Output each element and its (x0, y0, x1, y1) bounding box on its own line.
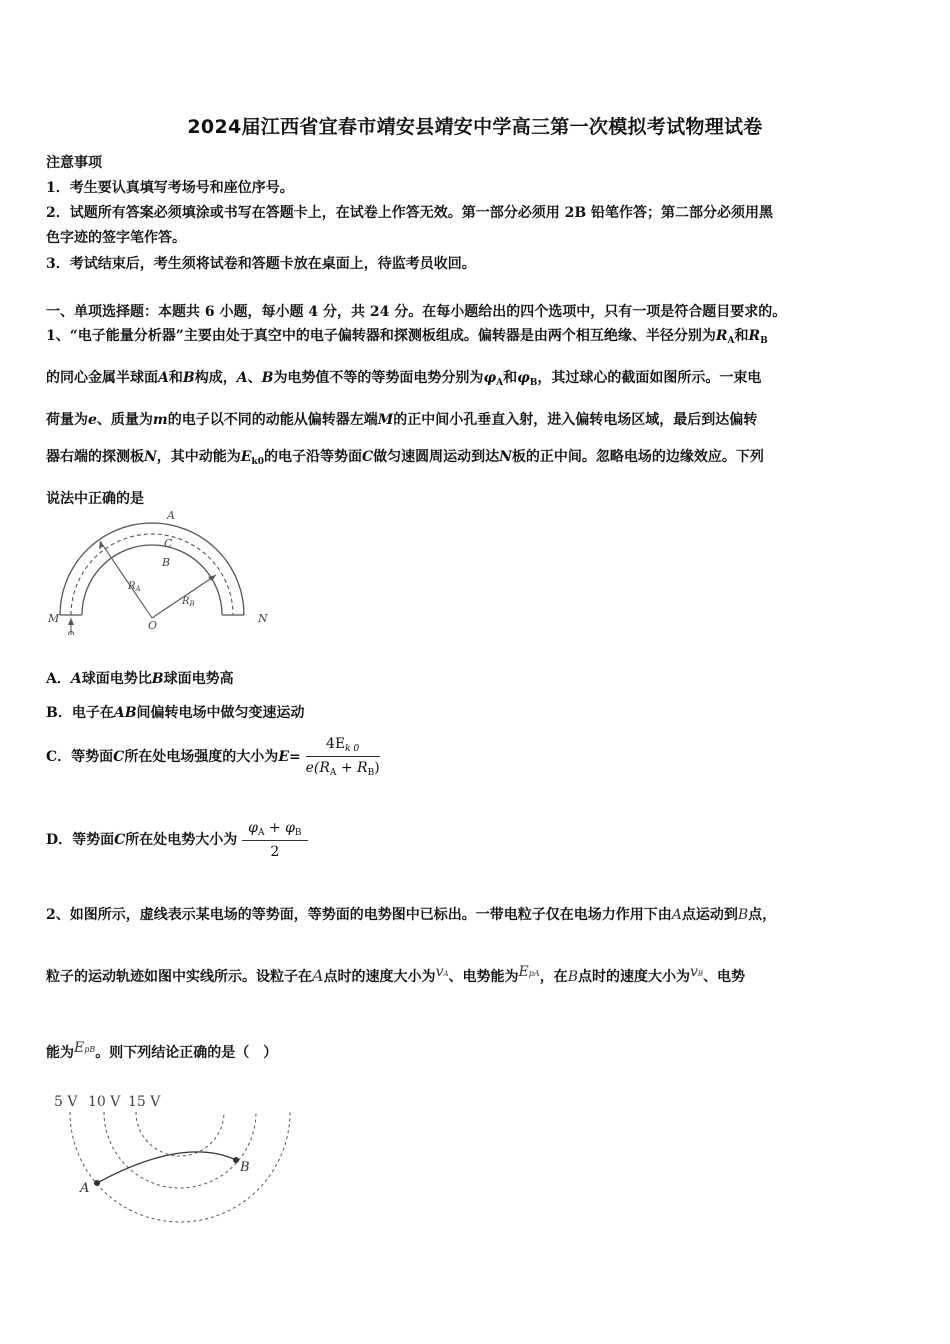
outer-hemisphere-a (60, 523, 244, 615)
point-b (233, 1157, 239, 1163)
label-15v: 15 V (128, 1094, 161, 1110)
label-a: A (80, 1181, 90, 1196)
radius-ra-line (100, 541, 152, 618)
section-heading: 一、单项选择题：本题共 6 小题，每小题 4 分，共 24 分。在每小题给出的四个选项中，只有一项是符合题目要求的。 (46, 304, 787, 320)
label-b: B (162, 556, 171, 569)
label-ra: $R_A$ (128, 581, 141, 593)
label-rb: $R_B$ (182, 596, 195, 608)
option-d: D．等势面C所在处电势大小为 $\frac{\varphi_A + \varphi_B}{2}$ (46, 820, 308, 860)
label-5v: 5 V (54, 1094, 78, 1110)
notice-item-3: 3．考试结束后，考生须将试卷和答题卡放在桌面上，待监考员收回。 (46, 256, 476, 272)
label-b: B (240, 1160, 250, 1175)
option-c-fraction: $\frac{4E_{k 0}}{e(R_A + R_B)}$ (305, 736, 380, 778)
equipotential-figure (44, 1088, 304, 1238)
page-title: 2024届江西省宜春市靖安县靖安中学高三第一次模拟考试物理试卷 (187, 116, 763, 138)
equipotential-5v (70, 1112, 290, 1222)
label-n: N (258, 612, 268, 625)
question-2-line-1: 2、如图所示，虚线表示某电场的等势面，等势面的电势图中已标出。一带电粒子仅在电场力作用下由A点运动到B点， (46, 907, 777, 923)
deflector-figure (44, 505, 284, 635)
point-a (94, 1180, 100, 1186)
label-10v: 10 V (88, 1094, 121, 1110)
question-2-line-3: 能为EpB。则下列结论正确的是（ ） (46, 1040, 278, 1061)
option-a: A．A球面电势比B球面电势高 (46, 671, 234, 687)
notice-heading: 注意事项 (46, 155, 102, 171)
inner-hemisphere-b (82, 545, 222, 615)
option-b: B．电子在AB间偏转电场中做匀变速运动 (46, 705, 305, 721)
label-a: A (167, 509, 175, 522)
notice-item-2: 2．试题所有答案必须填涂或书写在答题卡上，在试卷上作答无效。第一部分必须用 2B 铅笔作答；第二部分必须用黑 (46, 205, 774, 221)
notice-item-2-cont: 色字迹的签字笔作答。 (46, 230, 186, 246)
question-1-stem: 1、“电子能量分析器”主要由处于真空中的电子偏转器和探测板组成。偏转器是由两个相互绝缘、半径分别为$R_A$和$R_B$ 的同心金属半球面A和B构成，A、B为电势值不等的等势面电势分别为$\varphi_A$和$\varphi_B$，其过球心的截面如图所示。一束电 荷量为e、质量为m的电子以不同的动能从偏转器左端M的正中间小孔垂直入射，进入偏转电场区域，最后到达偏转 器右端的探测板N，其中动能为$E_{k0}$的电子沿等势面C做匀速圆周运动到达N板的正中间。忽略电场的边缘效应。下列 说法中正确的是 (46, 328, 768, 507)
option-d-fraction: $\frac{\varphi_A + \varphi_B}{2}$ (242, 820, 307, 860)
option-c: C．等势面C所在处电场强度的大小为E= $\frac{4E_{k 0}}{e(R_A + R_B)}$ (46, 736, 380, 778)
label-m: M (48, 612, 60, 625)
trajectory-line (97, 1152, 236, 1183)
label-o: O (148, 619, 158, 632)
question-2-line-2: 粒子的运动轨迹如图中实线所示。设粒子在A点时的速度大小为vA、电势能为EpA，在B点时的速度大小为vB、电势 (46, 964, 746, 985)
label-c: C (164, 537, 173, 550)
notice-item-1: 1．考生要认真填写考场号和座位序号。 (46, 180, 294, 196)
equipotential-10v (104, 1112, 256, 1188)
equipotential-15v (136, 1112, 224, 1156)
